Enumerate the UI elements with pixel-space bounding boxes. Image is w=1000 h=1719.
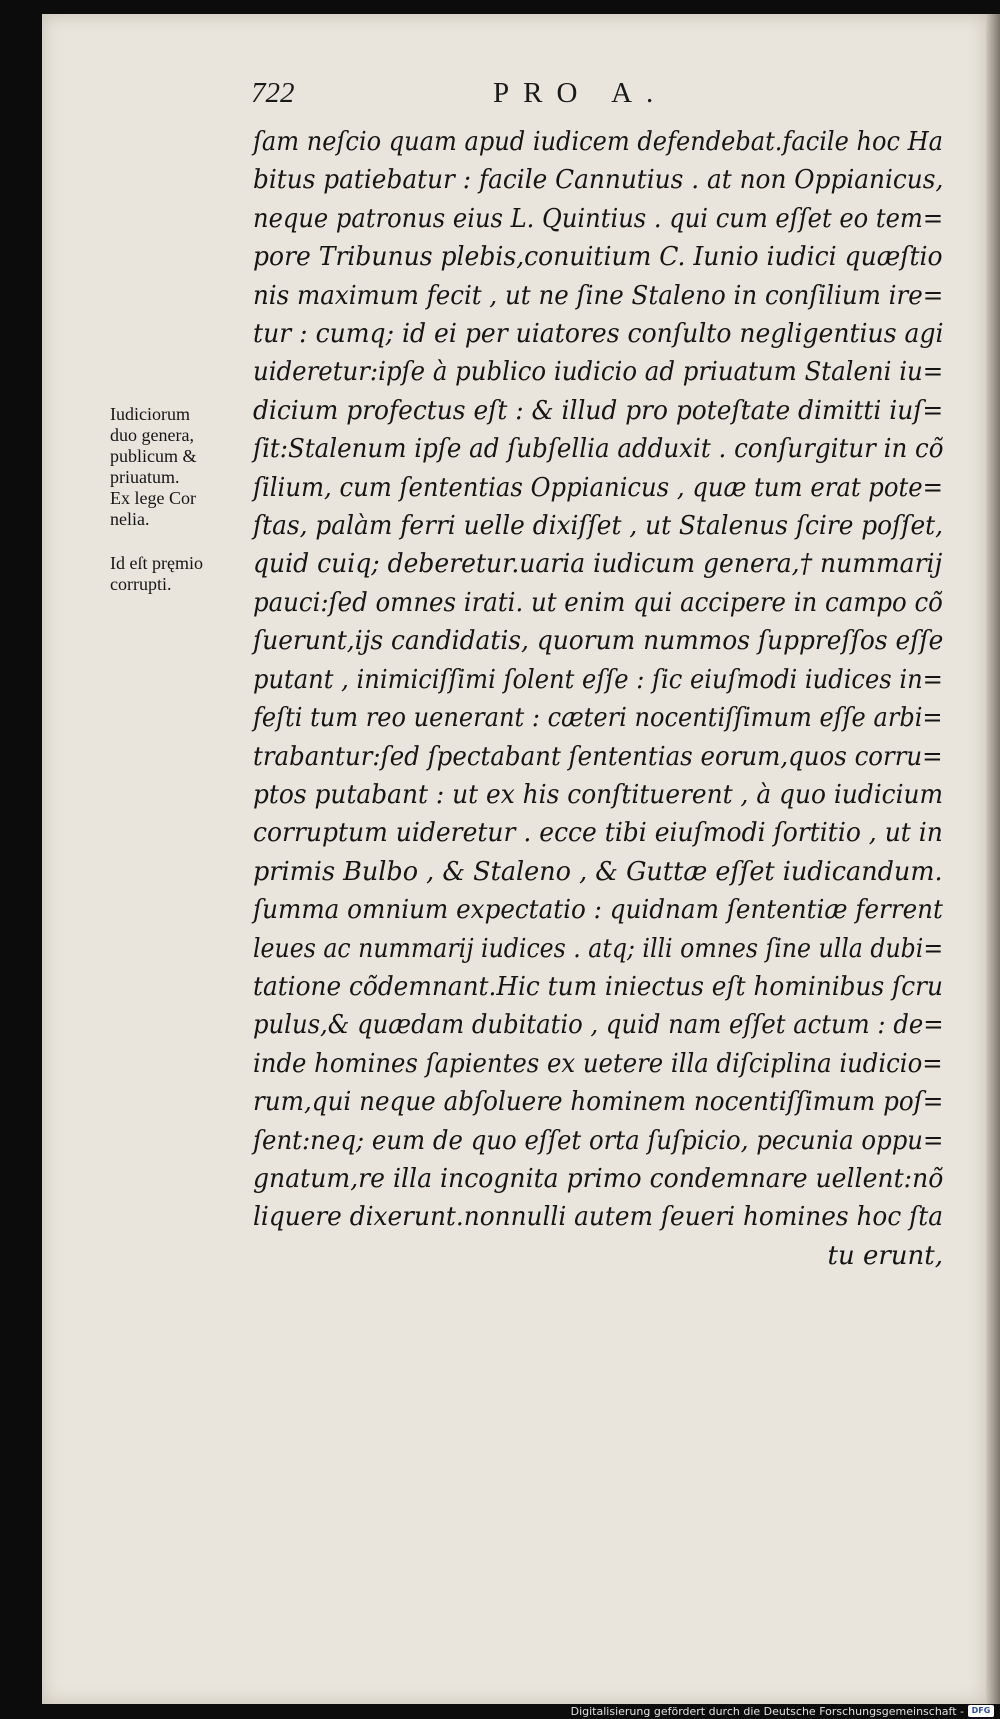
text-line: dicium profectus eſt : & illud pro poteſtate dimitti iuſ= bbox=[253, 395, 944, 426]
margin-note-line: publicum & bbox=[110, 446, 197, 466]
margin-note-line: duo genera, bbox=[110, 425, 194, 445]
text-line: corruptum uideretur . ecce tibi eiuſmodi ſortitio , ut in bbox=[253, 818, 943, 849]
margin-note-line: nelia. bbox=[110, 509, 150, 529]
text-line: gnatum,re illa incognita primo condemnare uellent:nõ bbox=[253, 1163, 944, 1194]
page-number: 722 bbox=[251, 77, 295, 109]
text-line: quid cuiq; deberetur.uaria iudicum genera,† nummarij bbox=[253, 549, 943, 580]
running-head bbox=[251, 77, 851, 117]
text-line: uideretur:ipſe à publico iudicio ad priuatum Staleni iu= bbox=[253, 357, 944, 388]
text-line: bitus patiebatur : facile Cannutius . at non Oppianicus, bbox=[253, 165, 944, 196]
running-title: PRO A. bbox=[493, 77, 668, 109]
text-line: rum,qui neque abſoluere hominem nocentiſſimum poſ= bbox=[253, 1087, 944, 1118]
text-line: inde homines ſapientes ex uetere illa diſciplina iudicio= bbox=[253, 1048, 943, 1079]
text-line: ſumma omnium expectatio : quidnam ſententiæ ferrent bbox=[253, 895, 943, 926]
dfg-logo: DFG bbox=[968, 1705, 994, 1717]
margin-note-line: Ex lege Cor bbox=[110, 488, 196, 508]
catchword: tu erunt, bbox=[827, 1240, 943, 1271]
text-line: leues ac nummarij iudices . atq; illi omnes ſine ulla dubi= bbox=[253, 933, 944, 964]
text-line: pulus,& quædam dubitatio , quid nam eſſet actum : de= bbox=[253, 1010, 944, 1041]
text-line: feſti tum reo uenerant : cæteri nocentiſſimum eſſe arbi= bbox=[253, 703, 943, 734]
text-line: ſent:neq; eum de quo eſſet orta ſuſpicio, pecunia oppu= bbox=[253, 1125, 944, 1156]
text-line: ſtas, palàm ferri uelle dixiſſet , ut Stalenus ſcire poſſet, bbox=[253, 511, 943, 542]
margin-note-line: corrupti. bbox=[110, 574, 172, 594]
note-gap bbox=[110, 530, 260, 553]
page-edge bbox=[986, 14, 1000, 1704]
footer-credit: Digitalisierung gefördert durch die Deutsche Forschungsgemeinschaft - bbox=[570, 1705, 964, 1718]
margin-notes bbox=[110, 404, 260, 595]
text-line: ſit:Stalenum ipſe ad ſubſellia adduxit . conſurgitur in cõ bbox=[253, 434, 944, 465]
text-line: trabantur:ſed ſpectabant ſententias eorum,quos corru= bbox=[253, 741, 943, 772]
text-line: ſam neſcio quam apud iudicem defendebat.facile hoc Ha bbox=[253, 127, 944, 157]
text-line: liquere dixerunt.nonnulli autem ſeueri homines hoc ſta bbox=[253, 1202, 944, 1233]
text-line: pauci:ſed omnes irati. ut enim qui accipere in campo cõ bbox=[253, 587, 943, 618]
text-line: nis maximum fecit , ut ne ſine Staleno in conſilium ire= bbox=[253, 280, 944, 311]
text-line: ſilium, cum ſententias Oppianicus , quæ tum erat pote= bbox=[253, 472, 944, 503]
margin-note-line: Iudiciorum bbox=[110, 404, 190, 424]
margin-note-line: priuatum. bbox=[110, 467, 180, 487]
text-line: pore Tribunus plebis,conuitium C. Iunio iudici quæſtio bbox=[253, 242, 943, 273]
text-line: putant , inimiciſſimi ſolent eſſe : ſic eiuſmodi iudices in= bbox=[253, 664, 943, 695]
text-line: primis Bulbo , & Staleno , & Guttæ eſſet iudicandum. bbox=[253, 856, 943, 887]
text-line: neque patronus eius L. Quintius . qui cum eſſet eo tem= bbox=[253, 203, 944, 234]
text-line: tatione cõdemnant.Hic tum iniectus eſt hominibus ſcru bbox=[253, 971, 943, 1002]
text-line: tur : cumq; id ei per uiatores conſulto negligentius agi bbox=[253, 319, 944, 350]
text-line: ſuerunt,ijs candidatis, quorum nummos ſuppreſſos eſſe bbox=[253, 626, 944, 657]
margin-note-line: Id eſt pręmio bbox=[110, 553, 203, 573]
text-line: ptos putabant : ut ex his conſtituerent , à quo iudicium bbox=[253, 779, 944, 810]
body-text bbox=[253, 123, 943, 1275]
